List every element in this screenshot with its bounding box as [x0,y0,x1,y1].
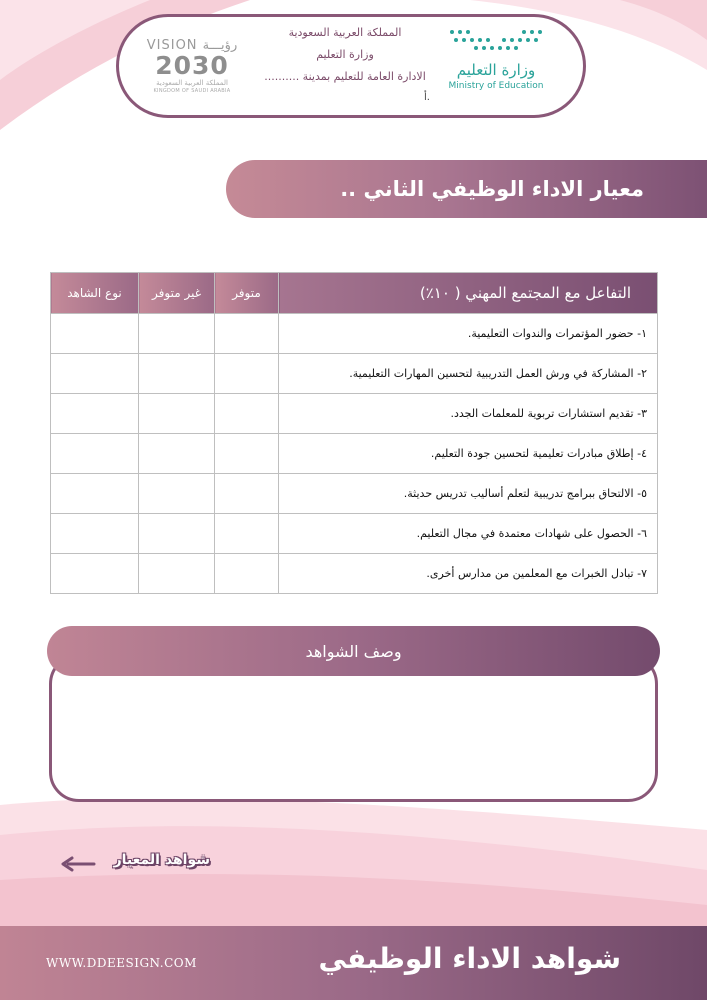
table-row [51,514,658,554]
not-available-cell[interactable] [139,394,215,434]
available-cell[interactable] [215,354,279,394]
table-row [51,314,658,354]
vision-year: 2030 [155,51,229,80]
col-not-available: غير متوفر [139,273,215,314]
teacher-name: أ. [424,92,430,103]
evidence-type-cell[interactable] [51,434,139,474]
available-cell[interactable] [215,474,279,514]
evidence-type-cell[interactable] [51,514,139,554]
col-available: متوفر [215,273,279,314]
footer-title: شواهد الاداء الوظيفي [318,942,621,975]
criterion-item: ٧- تبادل الخبرات مع المعلمين من مدارس أخرى. [279,554,658,594]
vision-2030-logo [146,38,238,100]
table-row [51,354,658,394]
vision-ar: المملكة العربية السعودية [156,79,228,87]
evidence-type-cell[interactable] [51,474,139,514]
available-cell[interactable] [215,554,279,594]
footer-url[interactable]: WWW.DDEESIGN.COM [46,956,197,970]
vision-en: KINGDOM OF SAUDI ARABIA [153,88,231,94]
kingdom-name: المملكة العربية السعودية [288,26,402,39]
footer [0,926,707,1000]
available-cell[interactable] [215,514,279,554]
evidence-type-cell[interactable] [51,394,139,434]
evidence-type-cell[interactable] [51,354,139,394]
criteria-table [50,272,658,594]
evidence-type-cell[interactable] [51,314,139,354]
admin-name: الادارة العامة للتعليم بمدينة .......... [264,70,426,83]
available-cell[interactable] [215,434,279,474]
col-evidence-type: نوع الشاهد [51,273,139,314]
table-row [51,554,658,594]
not-available-cell[interactable] [139,474,215,514]
criterion-evidence-link[interactable] [60,852,210,876]
not-available-cell[interactable] [139,554,215,594]
moe-logo [440,26,552,104]
available-cell[interactable] [215,394,279,434]
table-row [51,434,658,474]
header-text [252,22,438,88]
criterion-item: ٣- تقديم استشارات تربوية للمعلمات الجدد. [279,394,658,434]
page-title: معيار الاداء الوظيفي الثاني .. [340,177,644,201]
evidence-type-cell[interactable] [51,554,139,594]
vision-word: VISION رؤيـــة [146,38,238,53]
evidence-description-title: وصف الشواهد [305,641,402,661]
table-row [51,474,658,514]
arrow-left-icon [60,856,96,872]
criterion-item: ٢- المشاركة في ورش العمل التدريبية لتحسين المهارات التعليمية. [279,354,658,394]
criterion-item: ٦- الحصول على شهادات معتمدة في مجال التعليم. [279,514,658,554]
criterion-item: ١- حضور المؤتمرات والندوات التعليمية. [279,314,658,354]
moe-logo-en: Ministry of Education [448,81,544,91]
criterion-item: ٤- إطلاق مبادرات تعليمية لتحسين جودة التعليم. [279,434,658,474]
title-banner [226,160,707,218]
not-available-cell[interactable] [139,514,215,554]
ministry-name: وزارة التعليم [316,48,374,61]
table-header-row [51,273,658,314]
col-criterion: التفاعل مع المجتمع المهني ( ١٠٪) [279,273,658,314]
not-available-cell[interactable] [139,434,215,474]
table-row [51,394,658,434]
not-available-cell[interactable] [139,314,215,354]
criterion-evidence-label: شواهد المعيار [113,852,210,868]
evidence-description-header [47,626,660,676]
evidence-description-box[interactable] [49,654,658,802]
criterion-item: ٥- الالتحاق ببرامج تدريبية لتعلم أساليب تدريس حديثة. [279,474,658,514]
not-available-cell[interactable] [139,354,215,394]
available-cell[interactable] [215,314,279,354]
moe-dots-icon [446,26,546,56]
moe-logo-ar: وزارة التعليم [456,61,536,79]
